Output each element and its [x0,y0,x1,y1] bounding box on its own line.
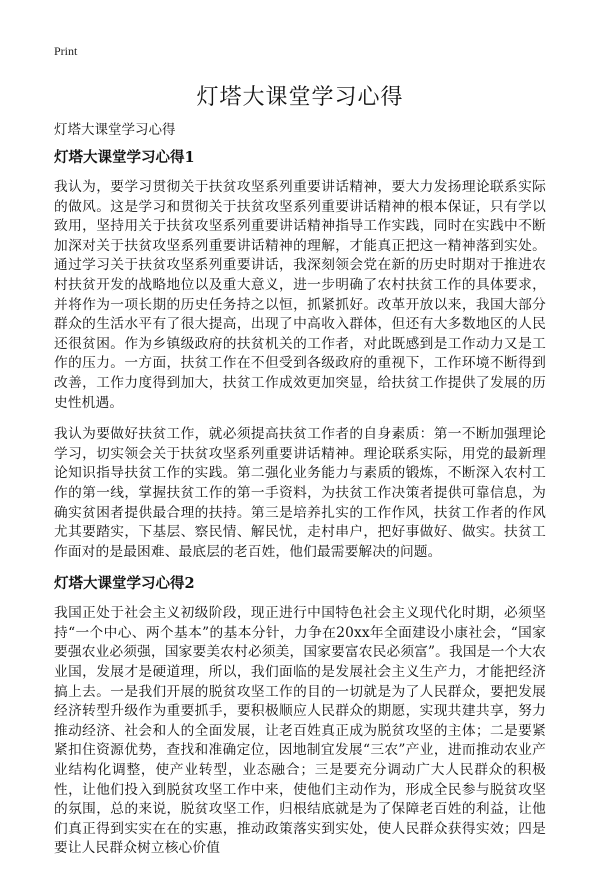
section-1 [54,148,546,562]
section-heading: 灯塔大课堂学习心得1 [54,149,195,166]
document-body [54,148,546,871]
section-heading: 灯塔大课堂学习心得2 [54,575,195,593]
section-2 [54,574,546,859]
print-link[interactable]: Print [54,44,78,58]
page-title: 灯塔大课堂学习心得 [196,85,404,110]
paragraph: 我国正处于社会主义初级阶段，现正进行中国特色社会主义现代化时期，必须坚持“一个中心、两个基本”的基本分针，力争在20xx年全面建设小康社会，“国家要强农业必须强，国家要美农村必须美，国家要富农民必须富”。我国是一个大农业国，发展才是硬道理，所以，我们面临的是发展社会主义生产力，才能把经济搞上去。一是我们开展的脱贫攻坚工作的目的一切就是为了人民群众，要把发展经济转型升级作为重要抓手，要积极顺应人民群众的期愿，实现共建共享，努力推动经济、社会和人的全面发展，让老百姓真正成为脱贫攻坚的主体；二是要紧紧扣住资源优势，查找和准确定位，因地制宜发展“三农”产业，进而推动农业产业结构化调整，使产业转型，业态融合；三是要充分调动广大人民群众的积极性，让他们投入到脱贫攻坚工作中来，使他们主动作为，形成全民参与脱贫攻坚的氛围，总的来说，脱贫攻坚工作，归根结底就是为了保障老百姓的利益，让他们真正得到实实在在的实惠，推动政策落实到实处，使人民群众获得实效；四是要让人民群众树立核心价值 [54,605,546,857]
paragraph: 我认为，要学习贯彻关于扶贫攻坚系列重要讲话精神，要大力发扬理论联系实际的做风。这是学习和贯彻关于扶贫攻坚系列重要讲话精神的根本保证，只有学以致用，坚持用关于扶贫攻坚系列重要讲话精神指导工作实践，同时在实践中不断加深对关于扶贫攻坚系列重要讲话精神的理解，才能真正把这一精神落到实处。通过学习关于扶贫攻坚系列重要讲话，我深刻领会党在新的历史时期对于推进农村扶贫开发的战略地位以及重大意义，进一步明确了农村扶贫工作的具体要求，并将作为一项长期的历史任务持之以恒，抓紧抓好。改革开放以来，我国大部分群众的生活水平有了很大提高，出现了中高收入群体，但还有大多数地区的人民还很贫困。作为乡镇级政府的扶贫机关的工作者，对此既感到是工作动力又是工作的压力。一方面，扶贫工作在不但受到各级政府的重视下，工作环境不断得到改善，工作力度得到加大，扶贫工作成效更加突显，给扶贫工作提供了发展的历史性机遇。 [54,179,546,411]
document-subtitle: 灯塔大课堂学习心得 [54,122,176,138]
paragraph: 我认为要做好扶贫工作，就必须提高扶贫工作者的自身素质：第一不断加强理论学习，切实领会关于扶贫攻坚系列重要讲话精神。理论联系实际，用党的最新理论知识指导扶贫工作的实践。第二强化业务能力与素质的锻炼，不断深入农村工作的第一线，掌握扶贫工作的第一手资料，为扶贫工作决策者提供可靠信息，为确实贫困者提供最合理的扶持。第三是培养扎实的工作作风，扶贫工作者的作风尤其要踏实，下基层、察民情、解民忧，走村串户，把好事做好、做实。扶贫工作面对的是最困难、最底层的老百姓，他们最需要解决的问题。 [54,426,546,560]
